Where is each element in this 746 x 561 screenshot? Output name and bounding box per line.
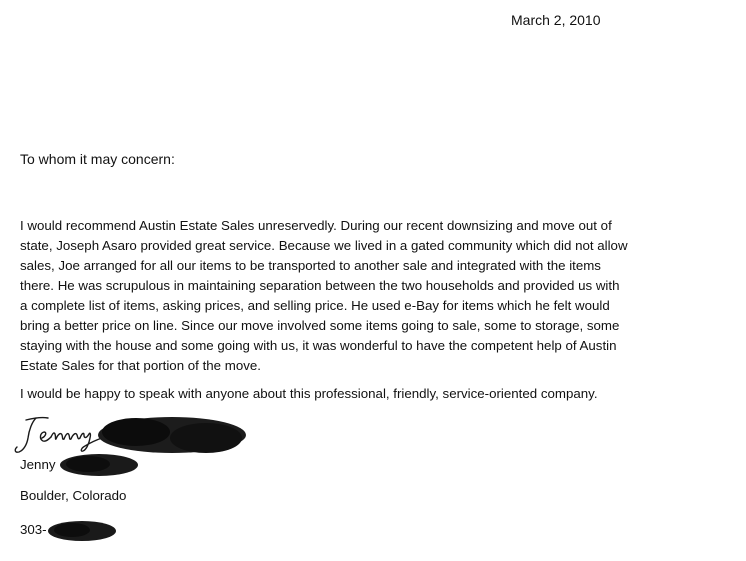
letter-paragraph-closing xyxy=(20,384,732,404)
paragraph-line: bring a better price on line. Since our move involved some items going to sale, some to storage, some xyxy=(20,318,620,333)
paragraph-line: I would recommend Austin Estate Sales unreservedly. During our recent downsizing and move out of xyxy=(20,218,612,233)
paragraph-line: I would be happy to speak with anyone about this professional, friendly, service-oriented company. xyxy=(20,386,598,401)
redaction-surname xyxy=(58,452,140,478)
paragraph-line: there. He was scrupulous in maintaining separation between the two households and provided us with xyxy=(20,278,620,293)
redaction-signature-surname xyxy=(96,414,248,456)
letter-salutation: To whom it may concern: xyxy=(20,151,175,167)
paragraph-line: a complete list of items, asking prices, and selling price. He used e-Bay for items which he felt would xyxy=(20,298,610,313)
letter-paragraph-recommendation xyxy=(20,216,732,376)
paragraph-line: state, Joseph Asaro provided great service. Because we lived in a gated community which did not allow xyxy=(20,238,628,253)
signer-location: Boulder, Colorado xyxy=(20,488,127,503)
paragraph-line: Estate Sales for that portion of the move. xyxy=(20,358,261,373)
signer-phone: 303- xyxy=(20,522,47,537)
redaction-phone-number xyxy=(46,519,118,543)
letter-date: March 2, 2010 xyxy=(511,12,601,28)
paragraph-line: staying with the house and some going with us, it was wonderful to have the competent help of Austin xyxy=(20,338,617,353)
paragraph-line: sales, Joe arranged for all our items to be transported to another sale and integrated with the items xyxy=(20,258,601,273)
signer-name: Jenny xyxy=(20,457,56,472)
